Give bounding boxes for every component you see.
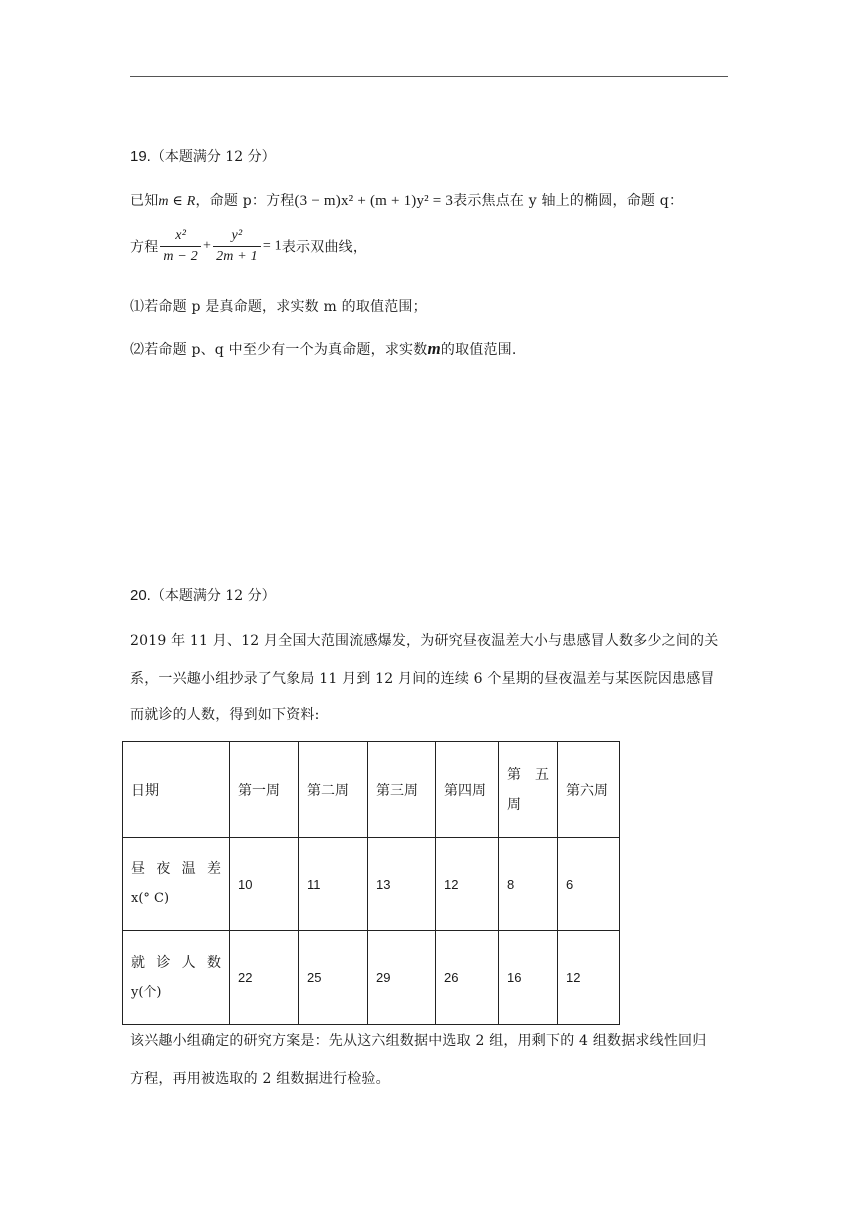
table-row-label-temp-line2: x(° C): [131, 891, 170, 906]
q19-heading: [130, 146, 276, 166]
q20-para-line3: 而就诊的人数，得到如下资料:: [130, 707, 320, 723]
table-cell: 12: [436, 838, 499, 931]
q19-ellipse-equation: (3 − m)x² + (m + 1)y² = 3: [294, 193, 454, 209]
table-cell: 11: [299, 838, 368, 931]
table-cell: 8: [499, 838, 558, 931]
data-table: [122, 741, 620, 1025]
q19-part2-var-m: m: [427, 339, 441, 358]
table-header-week-2: 第二周: [299, 742, 368, 838]
q19-line2-text-b: 表示双曲线，: [281, 239, 368, 256]
q19-element-of: ∈: [168, 194, 187, 209]
table-header-week-1: 第一周: [230, 742, 299, 838]
table-row-label-temp: [123, 838, 230, 931]
table-cell: 12: [558, 931, 620, 1025]
q19-fraction-1: [160, 226, 201, 267]
table-cell: 29: [368, 931, 436, 1025]
q19-title: （本题满分 12 分）: [150, 149, 276, 165]
q19-part2: [130, 339, 517, 359]
q20-para-line5: 方程，再用被选取的 2 组数据进行检验。: [130, 1071, 390, 1087]
q20-heading: [130, 585, 276, 605]
q20-title: （本题满分 12 分）: [150, 588, 276, 604]
table-cell: 26: [436, 931, 499, 1025]
q20-para-line2: 系，一兴趣小组抄录了气象局 11 月到 12 月间的连续 6 个星期的昼夜温差与某医院因患感冒: [130, 671, 715, 687]
q19-line1-text-a: 已知: [130, 193, 159, 209]
table-row: [123, 931, 620, 1025]
q19-part2-text-a: ⑵若命题 p、q 中至少有一个为真命题，求实数: [130, 342, 428, 358]
table-header-week-4: 第四周: [436, 742, 499, 838]
q20-para-line1: 2019 年 11 月、12 月全国大范围流感爆发，为研究昼夜温差大小与患感冒人数多少之间的关: [130, 633, 719, 649]
table-header-row: [123, 742, 620, 838]
q19-var-m: m: [158, 194, 169, 209]
q19-part2-text-b: 的取值范围.: [440, 342, 517, 358]
table-cell: 16: [499, 931, 558, 1025]
table-cell: 6: [558, 838, 620, 931]
table-row-label-temp-line1: 昼 夜 温 差: [131, 861, 221, 877]
header-rule: [130, 76, 728, 77]
table-cell: 25: [299, 931, 368, 1025]
q19-line2: [130, 226, 367, 267]
q19-fraction-1-numerator: x²: [160, 226, 201, 247]
table-row-label-patients-line2: y(个): [131, 984, 162, 1000]
table-cell: 13: [368, 838, 436, 931]
table-cell: 10: [230, 838, 299, 931]
q19-line2-text-a: 方程: [130, 239, 159, 256]
table-header-week-5: 第 五周: [499, 742, 558, 838]
q20-para-line4: 该兴趣小组确定的研究方案是：先从这六组数据中选取 2 组，用剩下的 4 组数据求线性回归: [130, 1033, 707, 1049]
q19-number: 19.: [130, 148, 151, 165]
q19-fraction-2-denominator: 2m + 1: [216, 249, 258, 264]
q19-fraction-2-numerator: y²: [213, 226, 261, 247]
q19-fraction-1-denominator: m − 2: [163, 249, 198, 264]
table-row: [123, 838, 620, 931]
table-row-label-patients: [123, 931, 230, 1025]
table-row-label-patients-line1: 就 诊 人 数: [131, 954, 221, 971]
q19-line1: [130, 190, 683, 210]
table-header-week-3: 第三周: [368, 742, 436, 838]
q19-set-R: R: [186, 194, 196, 209]
q19-equals-one: = 1: [262, 238, 282, 254]
q19-part1: ⑴若命题 p 是真命题，求实数 m 的取值范围；: [130, 299, 427, 315]
table-header-label: 日期: [123, 742, 230, 838]
q19-line1-text-b: ，命题 p：方程: [195, 193, 295, 209]
table-header-week-6: 第六周: [558, 742, 620, 838]
table-cell: 22: [230, 931, 299, 1025]
q19-line1-text-c: 表示焦点在 y 轴上的椭圆，命题 q：: [453, 193, 684, 209]
q19-plus-sign: +: [202, 238, 212, 254]
q20-number: 20.: [130, 587, 151, 604]
q19-fraction-2: [213, 226, 261, 267]
